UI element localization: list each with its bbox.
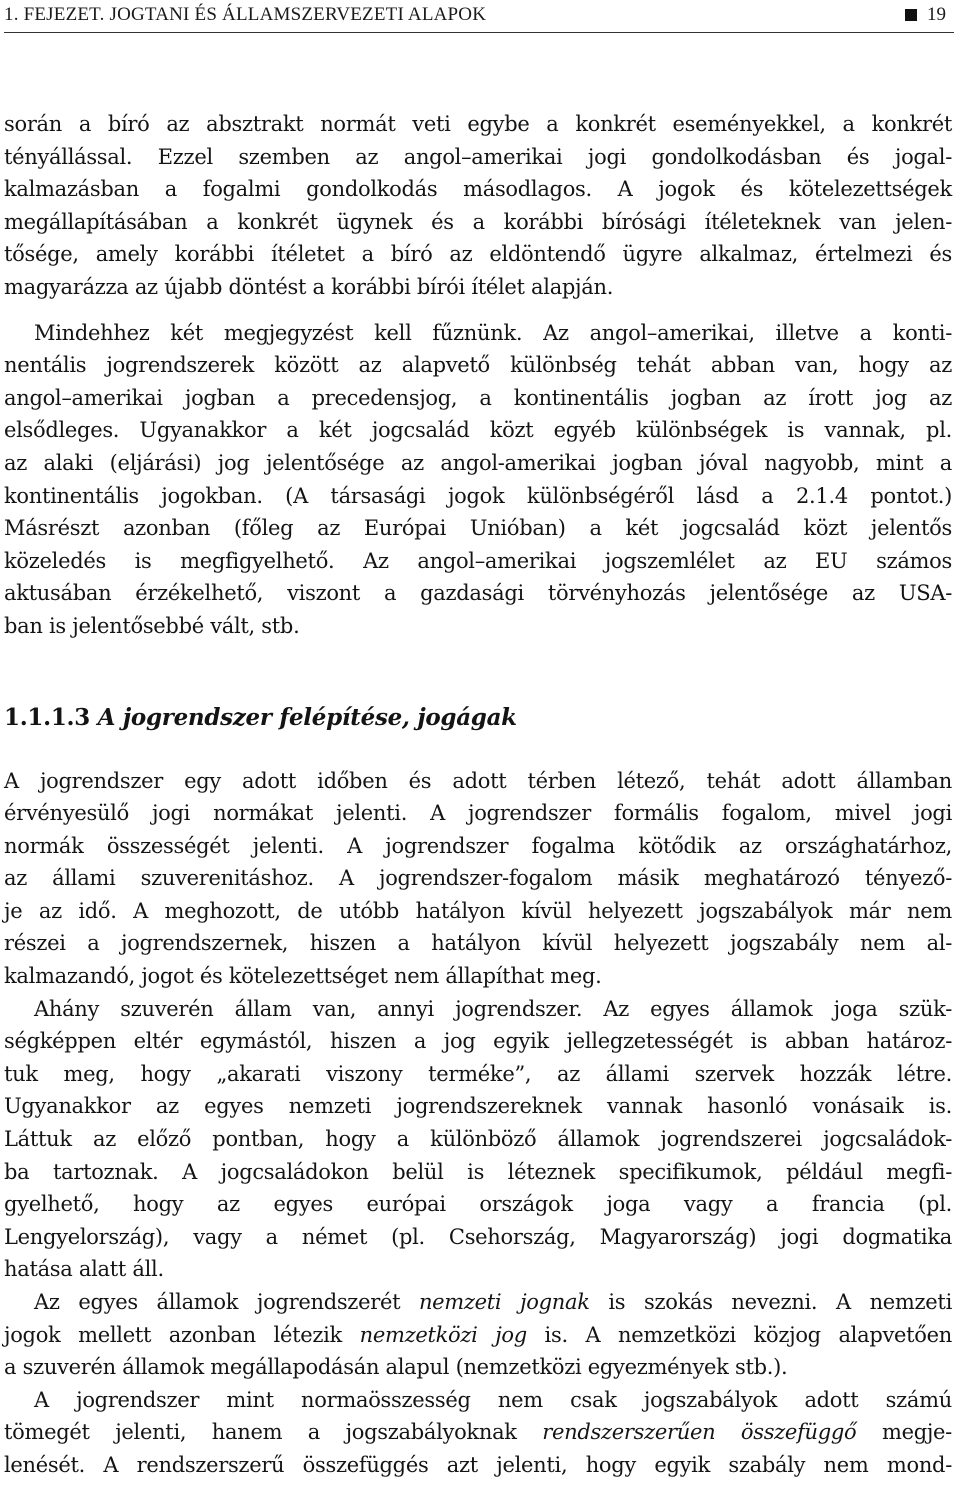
- text-line: Ugyanakkor az egyes nemzeti jogrendszereknek vannak hasonló vonásaik is.: [4, 1094, 952, 1119]
- text-line: kalmazandó, jogot és kötelezettséget nem állapíthat meg.: [4, 964, 602, 989]
- text-line: a szuverén államok megállapodásán alapul (nemzetközi egyezmények stb.).: [4, 1355, 788, 1380]
- paragraph-5: [4, 1286, 952, 1384]
- text-line: elsődleges. Ugyanakkor a két jogcsalád közt egyéb különbségek is vannak, pl.: [4, 418, 952, 443]
- square-bullet-icon: [905, 9, 917, 21]
- text-line: [4, 1286, 952, 1319]
- text-line: ségképpen eltér egymástól, hiszen a jog egyik jellegzetességét is abban határoz-: [4, 1029, 952, 1054]
- text-line: Láttuk az előző pontban, hogy a különböző államok jogrendszerei jogcsaládok-: [4, 1127, 952, 1152]
- text-line: Másrészt azonban (főleg az Európai Unióban) a két jogcsalád közt jelentős: [4, 516, 952, 541]
- text-line: Ahány szuverén állam van, annyi jogrendszer. Az egyes államok joga szük-: [34, 996, 952, 1021]
- text-run: is szokás nevezni. A nemzeti: [589, 1290, 952, 1314]
- text-run: is. A nemzetközi közjog alapvetően: [526, 1322, 952, 1347]
- text-line: az állami szuverenitáshoz. A jogrendszer-fogalom másik meghatározó tényező-: [4, 866, 952, 891]
- text-run: jogok mellett azonban létezik: [4, 1322, 360, 1347]
- text-run: tömegét jelenti, hanem a jogszabályoknak: [4, 1420, 543, 1445]
- text-line: ban is jelentősebbé vált, stb.: [4, 613, 300, 638]
- text-line: az alaki (eljárási) jog jelentősége az angol-amerikai jogban jóval nagyobb, mint a: [4, 450, 952, 475]
- text-line: magyarázza az újabb döntést a korábbi bírói ítélet alapján.: [4, 274, 614, 299]
- emphasized-term: rendszerszerűen összefüggő: [542, 1420, 857, 1445]
- section-title: A jogrendszer felépítése, jogágak: [97, 703, 517, 731]
- text-line: nentális jogrendszerek között az alapvető különbség tehát abban van, hogy az: [4, 353, 952, 378]
- paragraph-4: [4, 993, 952, 1286]
- text-line: tuk meg, hogy „akarati viszony terméke”, az állami szervek hozzák létre.: [4, 1061, 952, 1086]
- text-line: ba tartoznak. A jogcsaládokon belül is léteznek specifikumok, például megfi-: [4, 1159, 952, 1184]
- section-number: 1.1.1.3: [4, 703, 90, 731]
- text-line: során a bíró az absztrakt normát veti egybe a konkrét eseményekkel, a konkrét: [4, 112, 952, 136]
- text-line: megállapításában a konkrét ügynek és a korábbi bírósági ítéleteknek van jelen-: [4, 209, 952, 234]
- text-line: Mindehhez két megjegyzést kell fűznünk. Az angol–amerikai, illetve a konti-: [34, 320, 952, 345]
- text-line: tősége, amely korábbi ítéletet a bíró az eldöntendő ügyre alkalmaz, értelmezi és: [4, 242, 952, 267]
- text-line: lenését. A rendszerszerű összefüggés azt jelenti, hogy egyik szabály nem mond-: [4, 1452, 952, 1477]
- chapter-title: 1. FEJEZET. JOGTANI ÉS ÁLLAMSZERVEZETI ALAPOK: [4, 4, 487, 25]
- text-line: kalmazásban a fogalmi gondolkodás másodlagos. A jogok és kötelezettségek: [4, 177, 952, 202]
- text-line: részei a jogrendszernek, hiszen a hatályon kívül helyezett jogszabály nem al-: [4, 931, 952, 956]
- paragraph-6: [4, 1384, 952, 1482]
- text-line: angol–amerikai jogban a precedensjog, a kontinentális jogban az írott jog az: [4, 385, 952, 410]
- text-line: közeledés is megfigyelhető. Az angol–amerikai jogszemlélet az EU számos: [4, 548, 952, 573]
- text-run: megje-: [856, 1420, 952, 1445]
- text-line: A jogrendszer mint normaösszesség nem csak jogszabályok adott számú: [34, 1387, 952, 1412]
- text-line: hatása alatt áll.: [4, 1257, 164, 1282]
- text-line: aktusában érzékelhető, viszont a gazdasági törvényhozás jelentősége az USA-: [4, 581, 952, 606]
- emphasized-term: nemzeti jognak: [418, 1290, 590, 1314]
- text-line: [4, 1416, 952, 1449]
- text-run: Az egyes államok jogrendszerét: [34, 1290, 419, 1314]
- text-line: A jogrendszer egy adott időben és adott térben létező, tehát adott államban: [4, 768, 952, 793]
- page-number-block: [905, 0, 946, 30]
- text-line: Lengyelország), vagy a német (pl. Csehország, Magyarország) jogi dogmatika: [4, 1224, 952, 1249]
- running-header: [4, 0, 954, 33]
- emphasized-term: nemzetközi jog: [359, 1322, 527, 1347]
- text-line: gyelhető, hogy az egyes európai országok joga vagy a francia (pl.: [4, 1192, 952, 1217]
- text-line: je az idő. A meghozott, de utóbb hatályon kívül helyezett jogszabályok már nem: [4, 898, 952, 923]
- page-number: 19: [927, 4, 946, 25]
- text-line: érvényesülő jogi normákat jelenti. A jogrendszer formális fogalom, mivel jogi: [4, 801, 952, 826]
- paragraph-2: [4, 317, 952, 643]
- text-line: kontinentális jogokban. (A társasági jogok különbségéről lásd a 2.1.4 pontot.): [4, 483, 952, 508]
- text-line: normák összességét jelenti. A jogrendszer fogalma kötődik az országhatárhoz,: [4, 833, 952, 858]
- text-line: tényállással. Ezzel szemben az angol–amerikai jogi gondolkodásban és jogal-: [4, 144, 952, 169]
- paragraph-3: [4, 765, 952, 993]
- page-body: [4, 108, 952, 1482]
- section-heading: [4, 701, 952, 735]
- text-line: [4, 1319, 952, 1352]
- paragraph-1: [4, 108, 952, 304]
